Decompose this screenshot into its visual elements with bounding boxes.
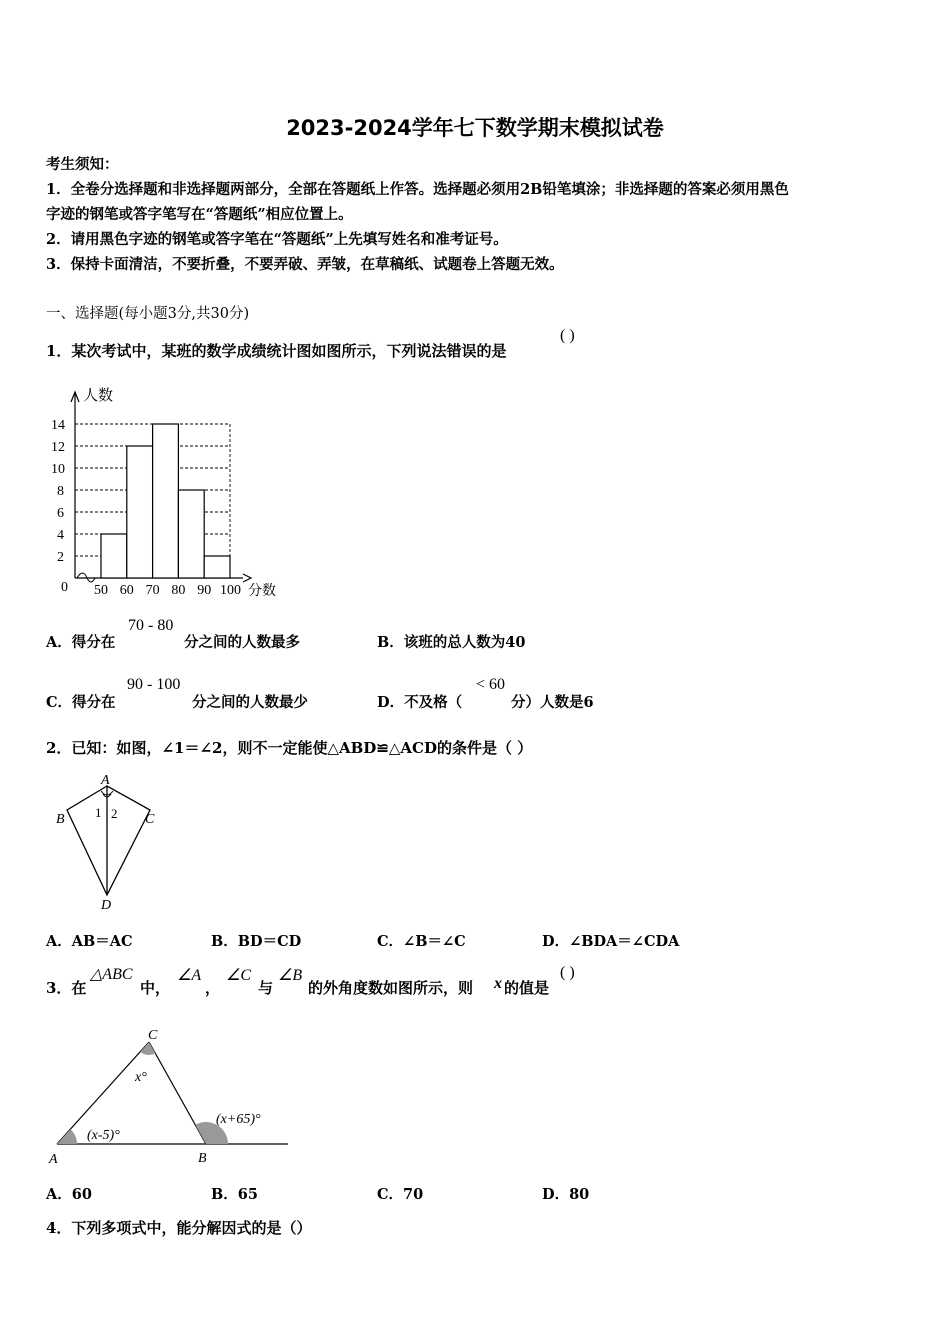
- q3-option-b: B．65: [211, 1186, 258, 1203]
- x-tick-100: 100: [220, 583, 241, 598]
- q2-option-a: A．AB＝AC: [46, 933, 133, 950]
- notice-heading: 考生须知：: [46, 156, 119, 173]
- q4-stem: 4．下列多项式中，能分解因式的是（）: [46, 1219, 312, 1237]
- tri-angle-a-label: (x-5)°: [87, 1128, 120, 1143]
- y-tick-14: 14: [51, 418, 65, 433]
- q3-stem-post: 的外角度数如图所示，则: [308, 979, 474, 997]
- tri-angle-b-label: (x+65)°: [216, 1112, 261, 1127]
- kite-label-a: A: [101, 773, 110, 788]
- y-tick-10: 10: [51, 462, 65, 477]
- x-tick-80: 80: [171, 583, 186, 598]
- tri-label-b: B: [198, 1151, 207, 1166]
- q3-stem-end: 的值是: [504, 979, 550, 997]
- q2-option-c: C．∠B＝∠C: [377, 933, 466, 950]
- q1-option-c-pre: C．得分在: [46, 694, 116, 711]
- q3-angle-a: ∠A: [177, 967, 202, 984]
- x-tick-90: 90: [197, 583, 212, 598]
- y-tick-8: 8: [57, 484, 64, 499]
- q1-histogram: [51, 380, 295, 605]
- q3-option-a: A．60: [46, 1186, 92, 1203]
- q3-angle-b: ∠B: [278, 967, 303, 984]
- tri-label-c: C: [148, 1028, 158, 1043]
- kite-label-d: D: [101, 898, 112, 913]
- bar-80-90: [178, 490, 204, 578]
- q1-option-a-pre: A．得分在: [46, 634, 116, 651]
- y-tick-6: 6: [57, 506, 64, 521]
- q3-option-c: C．70: [377, 1186, 424, 1203]
- q3-paren: ( ): [560, 964, 575, 981]
- bar-70-80: [153, 424, 179, 578]
- bar-60-70: [127, 446, 153, 578]
- y-tick-4: 4: [57, 528, 64, 543]
- tri-angle-c-label: x°: [135, 1070, 147, 1085]
- y-tick-2: 2: [57, 550, 64, 565]
- q1-option-d-math: < 60: [476, 676, 506, 693]
- q2-kite-figure: [52, 772, 167, 912]
- q3-and: 与: [258, 979, 274, 997]
- bar-50-60: [101, 534, 127, 578]
- chart-origin-label: 0: [61, 580, 68, 595]
- q1-option-d-pre: D．不及格（: [377, 694, 463, 711]
- q1-option-a-math: 70 - 80: [128, 617, 174, 634]
- q1-option-a-post: 分之间的人数最多: [184, 634, 300, 651]
- q2-option-b: B．BD＝CD: [211, 933, 302, 950]
- notice-item-3: 3．保持卡面清洁，不要折叠，不要弄破、弄皱，在草稿纸、试题卷上答题无效。: [46, 256, 564, 273]
- histogram-plot: [51, 392, 251, 598]
- q3-angle-c: ∠C: [226, 967, 252, 984]
- notice-item-2: 2．请用黑色字迹的钢笔或答字笔在“答题纸”上先填写姓名和准考证号。: [46, 231, 508, 248]
- notice-item-1-line-2: 字迹的钢笔或答字笔写在“答题纸”相应位置上。: [46, 206, 353, 223]
- q1-option-c-math: 90 - 100: [127, 676, 181, 693]
- y-tick-12: 12: [51, 440, 65, 455]
- section-heading: 一、选择题(每小题3分,共30分): [46, 306, 250, 322]
- tri-label-a: A: [49, 1152, 58, 1167]
- q2-option-d: D．∠BDA＝∠CDA: [542, 933, 680, 950]
- q1-paren: ( ): [560, 327, 575, 344]
- x-tick-50: 50: [94, 583, 108, 598]
- x-tick-70: 70: [145, 583, 160, 598]
- kite-angle-2: 2: [111, 806, 118, 821]
- x-axis-arrow: [243, 574, 251, 582]
- q1-stem: 1．某次考试中，某班的数学成绩统计图如图所示，下列说法错误的是: [46, 342, 507, 360]
- q1-option-c-post: 分之间的人数最少: [192, 694, 308, 711]
- q2-stem: 2．已知：如图，∠1＝∠2，则不一定能使△ABD≌△ACD的条件是（ ）: [46, 739, 533, 757]
- chart-ylabel: 人数: [83, 388, 114, 404]
- q3-stem-mid: 中，: [140, 979, 171, 997]
- q3-option-d: D．80: [542, 1186, 590, 1203]
- q1-option-b: B．该班的总人数为40: [377, 634, 526, 651]
- notice-item-1-line-1: 1．全卷分选择题和非选择题两部分，全部在答题纸上作答。选择题必须用2B铅笔填涂；非选择题的答案必须用黑色: [46, 181, 789, 198]
- x-tick-60: 60: [119, 583, 134, 598]
- q3-triangle: △ABC: [90, 966, 133, 983]
- q1-option-d-post: 分）人数是6: [511, 694, 594, 711]
- q3-var-x: x: [494, 975, 502, 992]
- q3-stem-pre: 3．在: [46, 979, 87, 997]
- kite-label-b: B: [56, 812, 65, 827]
- page-title: 2023-2024学年七下数学期末模拟试卷: [286, 116, 664, 140]
- chart-xlabel: 分数: [248, 584, 276, 599]
- kite-angle-1: 1: [95, 805, 102, 820]
- bar-90-100: [204, 556, 230, 578]
- q3-triangle-figure: [45, 1022, 295, 1170]
- q3-comma: ，: [205, 979, 221, 997]
- kite-label-c: C: [145, 812, 155, 827]
